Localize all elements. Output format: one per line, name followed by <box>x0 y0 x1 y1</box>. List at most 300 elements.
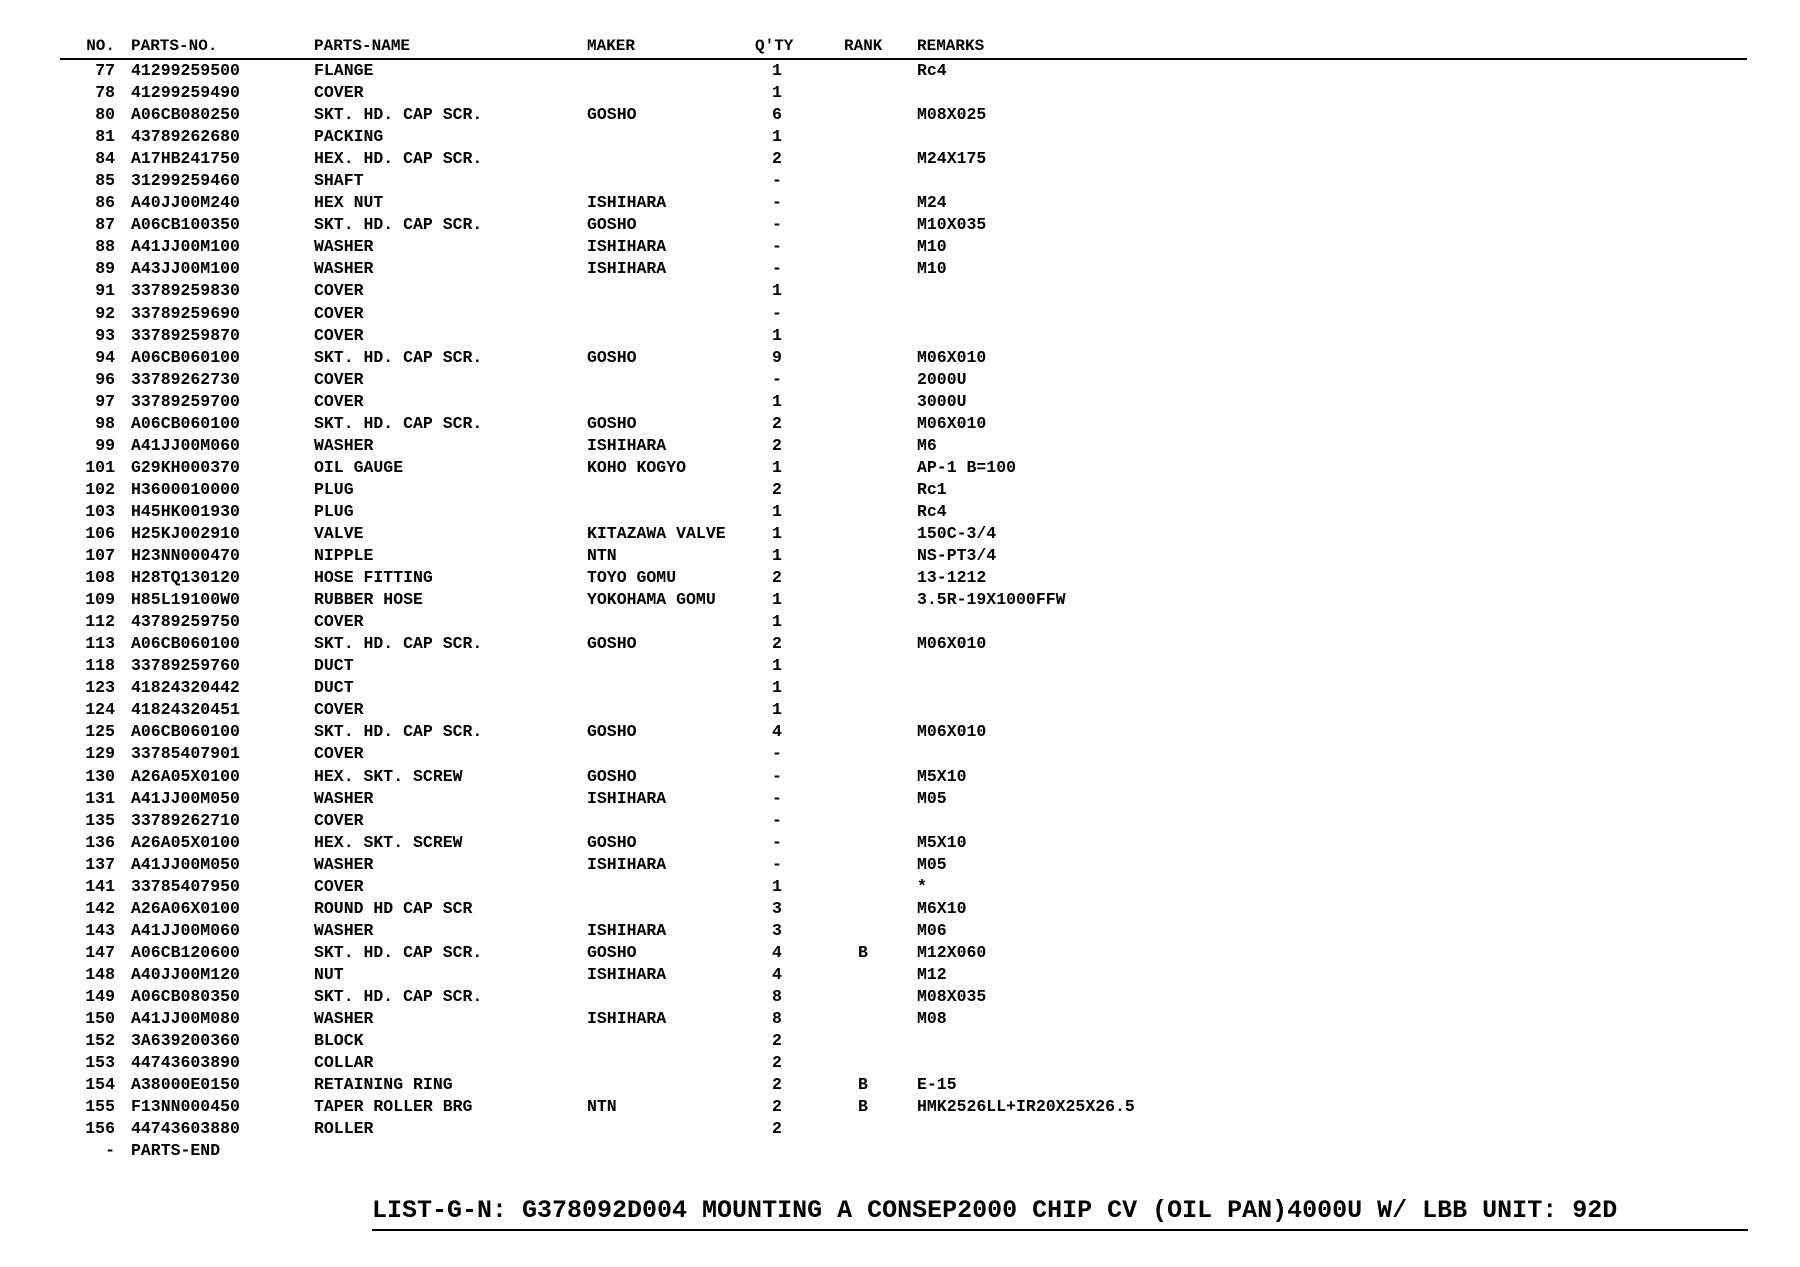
cell-qty: 6 <box>772 105 782 125</box>
cell-remarks: M08X025 <box>917 105 987 125</box>
cell-qty: 1 <box>772 501 782 521</box>
cell-parts-no: A41JJ00M060 <box>131 920 240 940</box>
cell-rank <box>844 170 917 192</box>
cell-parts-name: VALVE <box>314 523 364 543</box>
cell-qty: 3 <box>772 920 782 940</box>
cell-parts-no: 41824320442 <box>131 678 240 698</box>
header-remarks: REMARKS <box>917 37 985 55</box>
cell-rank <box>844 611 917 633</box>
cell-maker: GOSHO <box>587 347 637 367</box>
cell-remarks: M5X10 <box>917 832 967 852</box>
cell-rank <box>844 1140 917 1162</box>
cell-parts-no: PARTS-END <box>131 1141 221 1161</box>
cell-parts-no: 31299259460 <box>131 171 240 191</box>
cell-no: 92 <box>95 303 115 323</box>
cell-parts-name: SKT. HD. CAP SCR. <box>314 105 483 125</box>
cell-rank <box>844 126 917 148</box>
cell-maker <box>587 743 755 765</box>
cell-remarks: AP-1 B=100 <box>917 457 1017 477</box>
cell-qty: 1 <box>772 612 782 632</box>
table-row <box>60 1096 1747 1118</box>
cell-no: 137 <box>85 854 115 874</box>
cell-remarks <box>917 82 1747 104</box>
cell-maker: GOSHO <box>587 722 637 742</box>
cell-rank <box>844 479 917 501</box>
cell-parts-name: OIL GAUGE <box>314 457 404 477</box>
cell-parts-name: WASHER <box>314 788 374 808</box>
cell-maker: GOSHO <box>587 766 637 786</box>
cell-qty: 1 <box>772 127 782 147</box>
cell-no: 98 <box>95 413 115 433</box>
cell-maker: ISHIHARA <box>587 1009 667 1029</box>
cell-rank <box>844 832 917 854</box>
cell-qty: - <box>772 832 782 852</box>
cell-no: 84 <box>95 149 115 169</box>
cell-remarks <box>917 677 1747 699</box>
cell-maker <box>587 479 755 501</box>
cell-remarks <box>917 170 1747 192</box>
cell-qty: 2 <box>772 634 782 654</box>
cell-qty: 1 <box>772 656 782 676</box>
cell-parts-no: A06CB120600 <box>131 942 240 962</box>
cell-qty: 2 <box>772 1031 782 1051</box>
cell-maker <box>587 898 755 920</box>
cell-qty: 2 <box>772 1053 782 1073</box>
table-row <box>60 126 1747 148</box>
cell-qty: 1 <box>772 61 782 80</box>
cell-remarks: M08 <box>917 1009 947 1029</box>
table-row <box>60 655 1747 677</box>
cell-no: 129 <box>85 744 115 764</box>
cell-parts-name: COVER <box>314 281 364 301</box>
cell-remarks: M05 <box>917 788 947 808</box>
cell-remarks <box>917 303 1747 325</box>
cell-no: 147 <box>85 942 115 962</box>
cell-parts-no: A40JJ00M240 <box>131 193 240 213</box>
cell-maker <box>587 1074 755 1096</box>
cell-parts-no: A43JJ00M100 <box>131 259 240 279</box>
cell-maker <box>587 986 755 1008</box>
cell-remarks: M5X10 <box>917 766 967 786</box>
cell-parts-name: HEX NUT <box>314 193 384 213</box>
table-row <box>60 347 1747 369</box>
cell-qty: 2 <box>772 1119 782 1139</box>
cell-maker <box>587 699 755 721</box>
cell-no: 87 <box>95 215 115 235</box>
cell-parts-no: 33789262730 <box>131 369 240 389</box>
cell-parts-name: COVER <box>314 391 364 411</box>
cell-parts-name: COVER <box>314 369 364 389</box>
cell-parts-name: WASHER <box>314 1009 374 1029</box>
table-row <box>60 611 1747 633</box>
cell-no: 113 <box>85 634 115 654</box>
cell-parts-no: 33789262710 <box>131 810 240 830</box>
cell-maker <box>587 391 755 413</box>
table-row <box>60 501 1747 523</box>
cell-no: 101 <box>85 457 115 477</box>
cell-qty: - <box>772 171 782 191</box>
cell-maker: ISHIHARA <box>587 964 667 984</box>
cell-qty: 2 <box>772 1075 782 1095</box>
cell-parts-no: A26A05X0100 <box>131 832 240 852</box>
cell-maker <box>587 876 755 898</box>
cell-parts-no: A06CB060100 <box>131 722 240 742</box>
cell-no: 118 <box>85 656 115 676</box>
cell-parts-no: H85L19100W0 <box>131 590 240 610</box>
cell-parts-no: A41JJ00M100 <box>131 237 240 257</box>
cell-no: 109 <box>85 590 115 610</box>
cell-no: 80 <box>95 105 115 125</box>
list-title: LIST-G-N: G378092D004 MOUNTING A CONSEP2000 CHIP CV (OIL PAN)4000U W/ LBB UNIT: 92D <box>372 1193 1748 1231</box>
cell-rank <box>844 501 917 523</box>
cell-rank <box>844 721 917 743</box>
cell-qty: 2 <box>772 568 782 588</box>
cell-parts-name: WASHER <box>314 237 374 257</box>
header-rank: RANK <box>844 37 883 55</box>
cell-parts-name: COVER <box>314 810 364 830</box>
cell-qty: - <box>772 215 782 235</box>
cell-maker <box>587 677 755 699</box>
cell-no: 150 <box>85 1009 115 1029</box>
cell-parts-name: WASHER <box>314 854 374 874</box>
cell-parts-no: H3600010000 <box>131 479 240 499</box>
cell-no: 124 <box>85 700 115 720</box>
table-row <box>60 280 1747 302</box>
table-row <box>60 170 1747 192</box>
header-no: NO. <box>86 37 115 55</box>
cell-parts-no: 44743603890 <box>131 1053 240 1073</box>
cell-qty: 1 <box>772 700 782 720</box>
table-row <box>60 148 1747 170</box>
table-row <box>60 898 1747 920</box>
cell-maker <box>587 170 755 192</box>
cell-parts-no: A17HB241750 <box>131 149 240 169</box>
cell-remarks <box>917 1030 1747 1052</box>
cell-qty: - <box>772 237 782 257</box>
cell-maker <box>587 325 755 347</box>
cell-maker: GOSHO <box>587 413 637 433</box>
cell-maker: ISHIHARA <box>587 237 667 257</box>
cell-qty: 2 <box>772 479 782 499</box>
cell-parts-no: 33785407950 <box>131 876 240 896</box>
cell-no: 136 <box>85 832 115 852</box>
cell-no: 131 <box>85 788 115 808</box>
cell-no: 93 <box>95 325 115 345</box>
cell-rank <box>844 214 917 236</box>
cell-maker: ISHIHARA <box>587 259 667 279</box>
cell-parts-no: 43789259750 <box>131 612 240 632</box>
cell-rank <box>844 303 917 325</box>
cell-maker <box>587 501 755 523</box>
cell-no: 141 <box>85 876 115 896</box>
table-row <box>60 986 1747 1008</box>
cell-remarks <box>917 1052 1747 1074</box>
table-row <box>60 876 1747 898</box>
cell-no: 86 <box>95 193 115 213</box>
cell-maker <box>587 369 755 391</box>
cell-rank <box>844 1030 917 1052</box>
cell-no: - <box>105 1141 115 1161</box>
cell-parts-no: A40JJ00M120 <box>131 964 240 984</box>
cell-no: 77 <box>95 61 115 80</box>
cell-parts-no: 41824320451 <box>131 700 240 720</box>
cell-remarks: NS-PT3/4 <box>917 546 997 566</box>
cell-parts-no: A06CB080250 <box>131 105 240 125</box>
cell-rank <box>844 677 917 699</box>
cell-rank <box>844 82 917 104</box>
cell-parts-no: 44743603880 <box>131 1119 240 1139</box>
cell-rank <box>844 236 917 258</box>
cell-maker <box>587 1052 755 1074</box>
cell-rank <box>844 633 917 655</box>
cell-parts-name: DUCT <box>314 678 354 698</box>
cell-rank <box>844 457 917 479</box>
cell-rank <box>844 523 917 545</box>
cell-parts-name: HEX. SKT. SCREW <box>314 832 463 852</box>
cell-parts-name: SKT. HD. CAP SCR. <box>314 722 483 742</box>
cell-maker <box>587 59 755 82</box>
cell-remarks: M08X035 <box>917 986 987 1006</box>
cell-rank <box>844 589 917 611</box>
cell-parts-no: 3A639200360 <box>131 1031 240 1051</box>
cell-no: 78 <box>95 83 115 103</box>
table-row <box>60 59 1747 82</box>
cell-qty: - <box>772 854 782 874</box>
cell-parts-name: COVER <box>314 612 364 632</box>
cell-qty: 1 <box>772 876 782 896</box>
cell-parts-name: SKT. HD. CAP SCR. <box>314 634 483 654</box>
header-parts-name: PARTS-NAME <box>314 37 411 55</box>
cell-no: 103 <box>85 501 115 521</box>
cell-parts-no: A41JJ00M050 <box>131 854 240 874</box>
cell-parts-name: HEX. HD. CAP SCR. <box>314 149 483 169</box>
cell-parts-name: COVER <box>314 744 364 764</box>
cell-qty: - <box>772 810 782 830</box>
cell-parts-no: H23NN000470 <box>131 546 240 566</box>
cell-qty: 8 <box>772 1009 782 1029</box>
table-row <box>60 1118 1747 1140</box>
cell-remarks: M06X010 <box>917 722 987 742</box>
cell-rank <box>844 1118 917 1140</box>
cell-rank <box>844 148 917 170</box>
header-qty: Q'TY <box>755 37 794 55</box>
cell-parts-no: 33789259760 <box>131 656 240 676</box>
cell-parts-no: A26A06X0100 <box>131 898 240 918</box>
cell-qty: - <box>772 788 782 808</box>
cell-maker: GOSHO <box>587 832 637 852</box>
table-row <box>60 721 1747 743</box>
cell-rank <box>844 920 917 942</box>
cell-rank <box>844 743 917 765</box>
cell-remarks <box>917 126 1747 148</box>
cell-maker <box>587 1140 755 1162</box>
cell-qty: - <box>772 744 782 764</box>
cell-maker: NTN <box>587 1097 617 1117</box>
cell-no: 152 <box>85 1031 115 1051</box>
table-row <box>60 854 1747 876</box>
cell-qty: - <box>772 193 782 213</box>
cell-no: 143 <box>85 920 115 940</box>
cell-parts-no: A06CB060100 <box>131 347 240 367</box>
cell-qty: 1 <box>772 678 782 698</box>
cell-remarks: M10X035 <box>917 215 987 235</box>
cell-remarks: M06 <box>917 920 947 940</box>
cell-parts-name: COVER <box>314 303 364 323</box>
cell-parts-name: COLLAR <box>314 1053 374 1073</box>
cell-maker <box>587 82 755 104</box>
cell-no: 85 <box>95 171 115 191</box>
cell-remarks: M10 <box>917 237 947 257</box>
cell-no: 142 <box>85 898 115 918</box>
cell-parts-name: ROUND HD CAP SCR <box>314 898 473 918</box>
cell-parts-no: 33785407901 <box>131 744 240 764</box>
cell-remarks <box>917 743 1747 765</box>
cell-no: 123 <box>85 678 115 698</box>
cell-remarks: M24X175 <box>917 149 987 169</box>
cell-maker: ISHIHARA <box>587 193 667 213</box>
cell-remarks: M6X10 <box>917 898 967 918</box>
table-row <box>60 457 1747 479</box>
header-parts-no: PARTS-NO. <box>131 37 218 55</box>
cell-remarks: M12X060 <box>917 942 987 962</box>
cell-rank <box>844 1052 917 1074</box>
cell-remarks: M06X010 <box>917 634 987 654</box>
cell-remarks: Rc4 <box>917 501 947 521</box>
cell-maker: GOSHO <box>587 942 637 962</box>
table-row <box>60 677 1747 699</box>
cell-remarks: M06X010 <box>917 413 987 433</box>
cell-parts-name: ROLLER <box>314 1119 374 1139</box>
cell-parts-no: A06CB100350 <box>131 215 240 235</box>
cell-parts-name: PLUG <box>314 479 354 499</box>
cell-remarks: * <box>917 876 927 896</box>
cell-maker <box>587 655 755 677</box>
cell-remarks: E-15 <box>917 1075 957 1095</box>
cell-maker <box>587 810 755 832</box>
table-row <box>60 479 1747 501</box>
cell-parts-name: COVER <box>314 325 364 345</box>
cell-parts-name: PACKING <box>314 127 384 147</box>
cell-qty: 4 <box>772 964 782 984</box>
cell-parts-no: A38000E0150 <box>131 1075 240 1095</box>
table-row <box>60 920 1747 942</box>
cell-parts-no: 33789259870 <box>131 325 240 345</box>
cell-rank <box>844 280 917 302</box>
cell-no: 135 <box>85 810 115 830</box>
cell-no: 156 <box>85 1119 115 1139</box>
cell-maker: YOKOHAMA GOMU <box>587 590 716 610</box>
cell-remarks: 3.5R-19X1000FFW <box>917 590 1066 610</box>
cell-rank <box>844 369 917 391</box>
table-row <box>60 766 1747 788</box>
cell-rank <box>844 258 917 280</box>
cell-parts-name: NUT <box>314 964 344 984</box>
cell-remarks: 13-1212 <box>917 568 987 588</box>
cell-no: 96 <box>95 369 115 389</box>
cell-parts-no: A41JJ00M080 <box>131 1009 240 1029</box>
cell-rank <box>844 435 917 457</box>
table-row <box>60 1052 1747 1074</box>
cell-no: 108 <box>85 568 115 588</box>
cell-qty: - <box>772 766 782 786</box>
cell-parts-name: HOSE FITTING <box>314 568 433 588</box>
table-row <box>60 214 1747 236</box>
cell-parts-no: A41JJ00M050 <box>131 788 240 808</box>
table-row <box>60 1030 1747 1052</box>
cell-parts-name: NIPPLE <box>314 546 374 566</box>
cell-parts-name: SKT. HD. CAP SCR. <box>314 215 483 235</box>
table-row <box>60 810 1747 832</box>
cell-qty: - <box>772 369 782 389</box>
table-row <box>60 391 1747 413</box>
cell-qty: 3 <box>772 898 782 918</box>
cell-parts-name: TAPER ROLLER BRG <box>314 1097 473 1117</box>
cell-qty: 8 <box>772 986 782 1006</box>
cell-maker <box>587 148 755 170</box>
cell-rank <box>844 325 917 347</box>
cell-remarks <box>917 611 1747 633</box>
cell-maker: GOSHO <box>587 105 637 125</box>
cell-no: 106 <box>85 523 115 543</box>
table-row <box>60 1140 1747 1162</box>
cell-parts-name: RETAINING RING <box>314 1075 453 1095</box>
cell-no: 88 <box>95 237 115 257</box>
table-row <box>60 1074 1747 1096</box>
cell-qty: 1 <box>772 457 782 477</box>
cell-rank <box>844 766 917 788</box>
cell-qty: 1 <box>772 546 782 566</box>
cell-remarks <box>917 810 1747 832</box>
cell-qty: 2 <box>772 435 782 455</box>
cell-no: 89 <box>95 259 115 279</box>
cell-parts-name: DUCT <box>314 656 354 676</box>
cell-parts-name <box>314 1140 587 1162</box>
cell-remarks: M12 <box>917 964 947 984</box>
parts-table-body <box>60 59 1747 1162</box>
cell-maker <box>587 126 755 148</box>
cell-maker: NTN <box>587 546 617 566</box>
cell-parts-name: PLUG <box>314 501 354 521</box>
cell-parts-no: H25KJ002910 <box>131 523 240 543</box>
cell-parts-no: H45HK001930 <box>131 501 240 521</box>
cell-remarks: M24 <box>917 193 947 213</box>
cell-parts-no: A06CB060100 <box>131 413 240 433</box>
cell-qty: 1 <box>772 523 782 543</box>
cell-parts-no: 33789259690 <box>131 303 240 323</box>
table-row <box>60 325 1747 347</box>
cell-remarks: 3000U <box>917 391 967 411</box>
cell-no: 125 <box>85 722 115 742</box>
cell-maker <box>587 611 755 633</box>
cell-parts-no: 33789259700 <box>131 391 240 411</box>
cell-qty: 9 <box>772 347 782 367</box>
cell-maker: GOSHO <box>587 634 637 654</box>
table-row <box>60 633 1747 655</box>
cell-qty: 1 <box>772 590 782 610</box>
cell-parts-no: A26A05X0100 <box>131 766 240 786</box>
cell-no: 81 <box>95 127 115 147</box>
cell-remarks <box>917 655 1747 677</box>
cell-parts-no: G29KH000370 <box>131 457 240 477</box>
cell-remarks <box>917 325 1747 347</box>
cell-rank <box>844 854 917 876</box>
cell-rank <box>844 192 917 214</box>
cell-remarks <box>917 1118 1747 1140</box>
cell-rank <box>844 964 917 986</box>
cell-qty: - <box>772 303 782 323</box>
table-row <box>60 523 1747 545</box>
cell-no: 149 <box>85 986 115 1006</box>
